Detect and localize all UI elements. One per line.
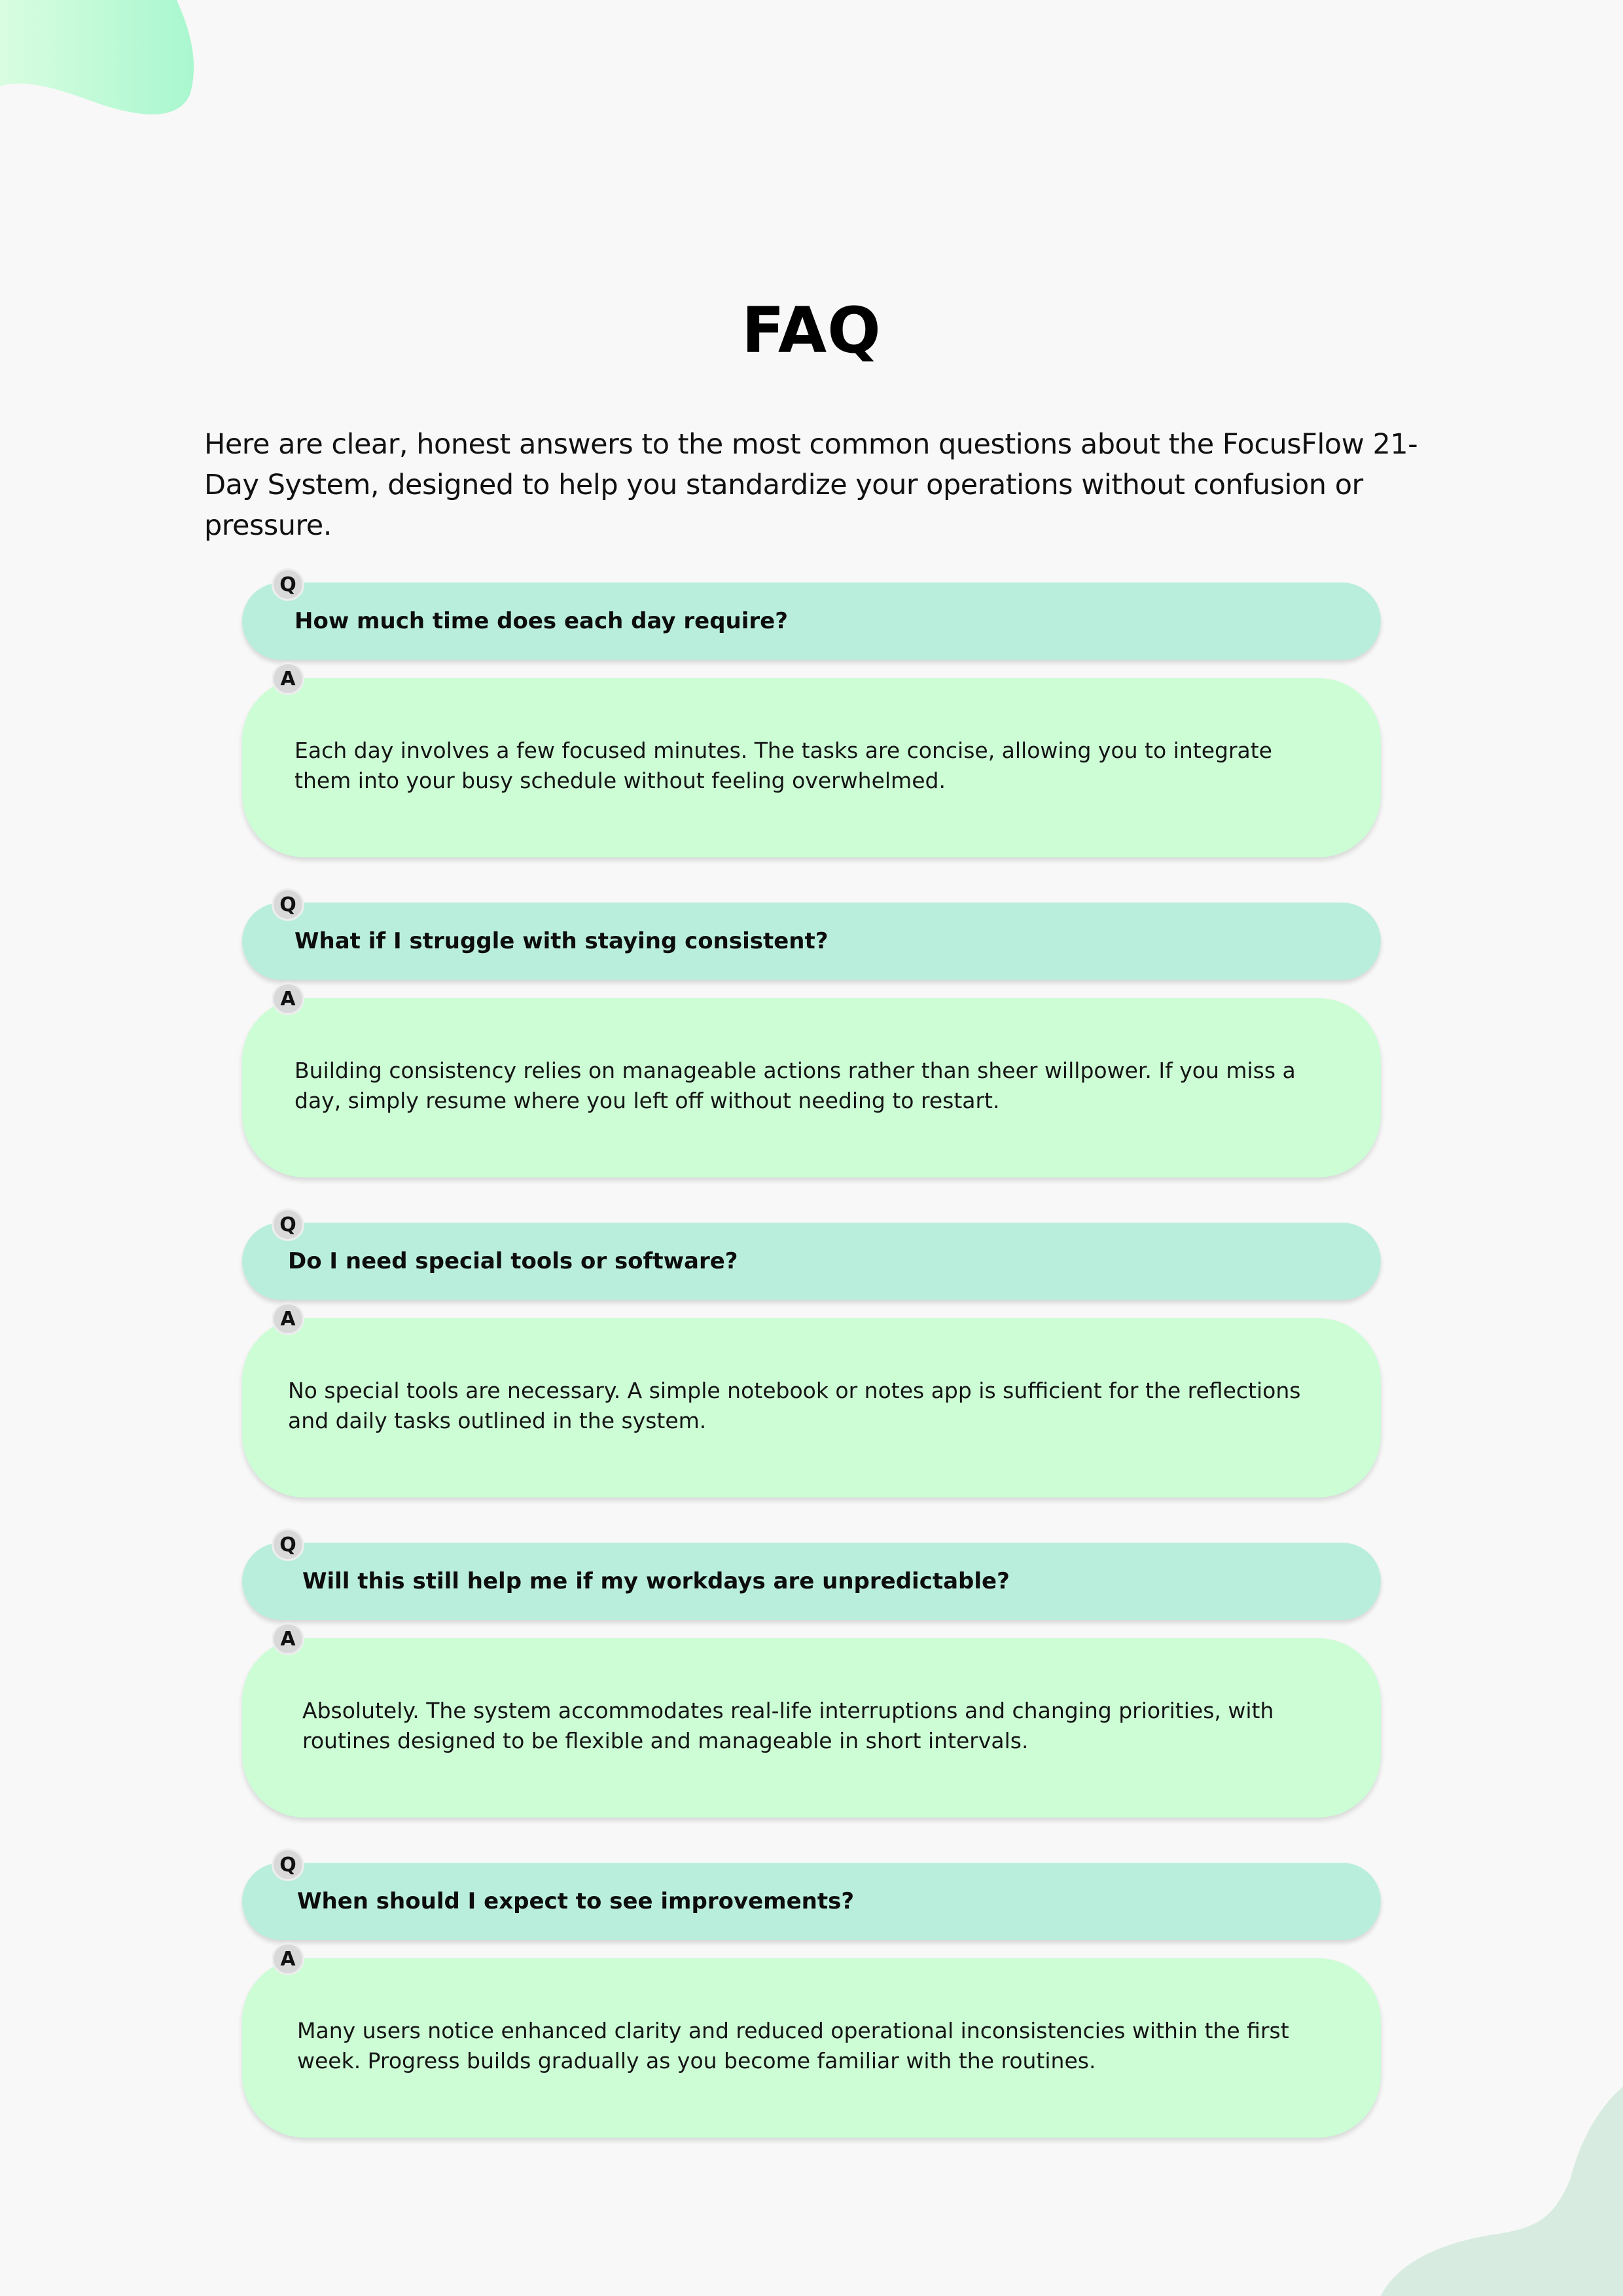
- faq-item: [242, 1853, 1381, 2183]
- answer-badge: A: [272, 982, 304, 1015]
- faq-item: [242, 893, 1381, 1223]
- faq-answer: Absolutely. The system accommodates real-life interruptions and changing priorities, with routines designed to be flexible and manageable in short intervals.: [242, 1638, 1381, 1818]
- page-title: FAQ: [741, 294, 882, 367]
- faq-question: When should I expect to see improvements?: [242, 1863, 1381, 1940]
- decorative-blob-bottom-right: [1381, 2087, 1623, 2296]
- decorative-blob-top-left: [0, 0, 203, 124]
- faq-answer: No special tools are necessary. A simple notebook or notes app is sufficient for the reflections and daily tasks outlined in the system.: [242, 1318, 1381, 1498]
- faq-answer: Many users notice enhanced clarity and reduced operational inconsistencies within the first week. Progress builds gradually as you become familiar with the routines.: [242, 1958, 1381, 2138]
- answer-badge: A: [272, 1302, 304, 1335]
- question-badge: Q: [272, 568, 304, 601]
- faq-item: [242, 1213, 1381, 1543]
- question-badge: Q: [272, 888, 304, 921]
- question-badge: Q: [272, 1208, 304, 1241]
- faq-list: [242, 573, 1381, 2183]
- answer-badge: A: [272, 1943, 304, 1975]
- faq-item: [242, 1533, 1381, 1863]
- faq-question: What if I struggle with staying consistent?: [242, 903, 1381, 980]
- faq-question: Will this still help me if my workdays are unpredictable?: [242, 1543, 1381, 1620]
- intro-paragraph: Here are clear, honest answers to the most common questions about the FocusFlow 21-Day System, designed to help you standardize your operations without confusion or pressure.: [204, 428, 1418, 542]
- faq-answer: Building consistency relies on manageable actions rather than sheer willpower. If you miss a day, simply resume where you left off without needing to restart.: [242, 998, 1381, 1177]
- faq-question: How much time does each day require?: [242, 583, 1381, 660]
- faq-item: [242, 573, 1381, 903]
- answer-badge: A: [272, 662, 304, 695]
- question-badge: Q: [272, 1848, 304, 1881]
- answer-badge: A: [272, 1623, 304, 1655]
- faq-answer: Each day involves a few focused minutes. The tasks are concise, allowing you to integrate them into your busy schedule without feeling overwhelmed.: [242, 678, 1381, 857]
- question-badge: Q: [272, 1528, 304, 1561]
- faq-question: Do I need special tools or software?: [242, 1223, 1381, 1300]
